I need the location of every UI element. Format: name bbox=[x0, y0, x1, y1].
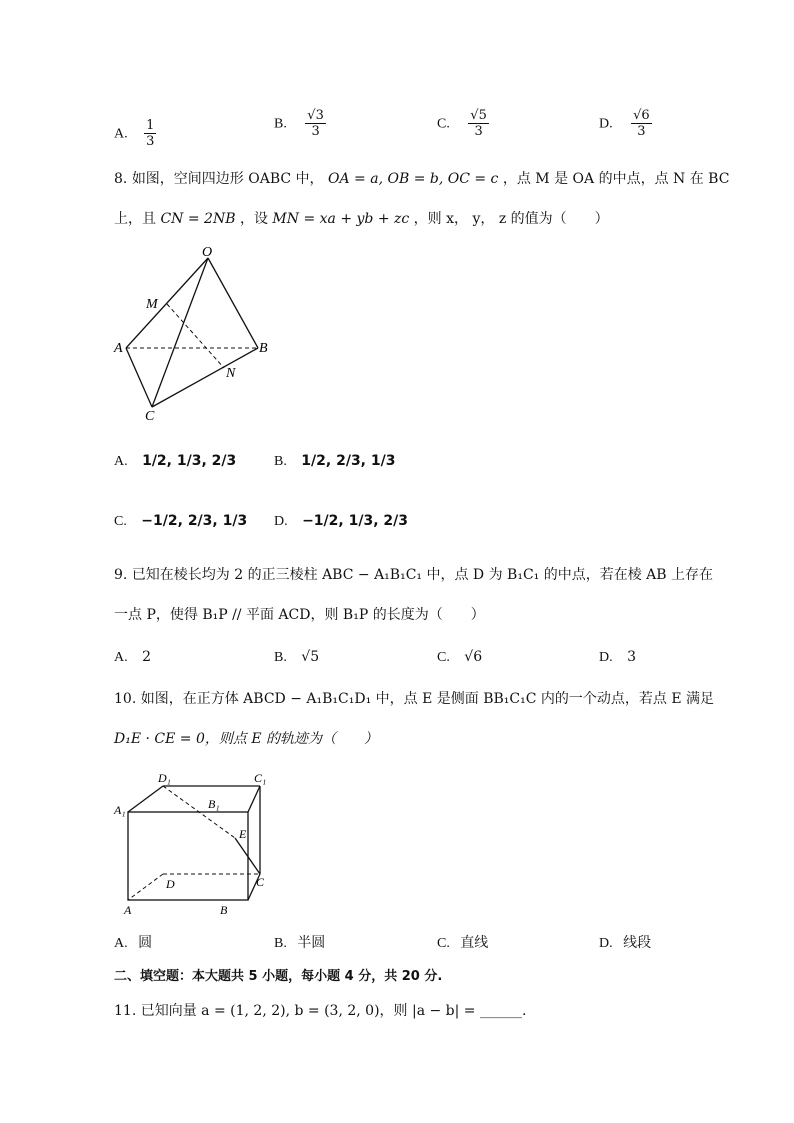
option-value: −1/2, 2/3, 1/3 bbox=[141, 513, 248, 529]
label-o: O bbox=[202, 245, 213, 260]
q11-line bbox=[114, 1002, 526, 1020]
q9-option-d bbox=[599, 648, 636, 667]
option-label: C. bbox=[437, 116, 450, 132]
edge-ad-hidden bbox=[128, 874, 163, 900]
q7-option-a bbox=[114, 118, 156, 149]
fraction bbox=[144, 118, 156, 149]
q9-option-c bbox=[437, 648, 482, 667]
numerator: √6 bbox=[633, 108, 650, 123]
option-label: C. bbox=[114, 514, 127, 529]
denominator: 3 bbox=[637, 124, 646, 139]
option-label: A. bbox=[114, 126, 128, 142]
option-label: B. bbox=[274, 650, 287, 665]
option-value: 1/2, 1/3, 2/3 bbox=[142, 453, 237, 469]
option-value: 3 bbox=[627, 649, 636, 665]
option-value: 圆 bbox=[138, 935, 153, 951]
q10-text: D₁E · CE = 0，则点 E 的轨迹为（ ） bbox=[114, 731, 378, 747]
question-number: 9. bbox=[114, 567, 128, 583]
label-b: B bbox=[259, 341, 268, 356]
question-number: 11. bbox=[114, 1003, 137, 1019]
label-m: M bbox=[146, 297, 158, 312]
fraction bbox=[631, 108, 652, 139]
option-label: A. bbox=[114, 936, 128, 951]
q8-option-a bbox=[114, 452, 236, 471]
fraction bbox=[305, 108, 326, 139]
option-value: 半圆 bbox=[297, 935, 326, 951]
question-number: 8. bbox=[114, 171, 128, 187]
option-label: C. bbox=[437, 936, 450, 951]
denominator: 3 bbox=[311, 124, 320, 139]
denominator: 3 bbox=[474, 124, 483, 139]
vector-expression: OA = a, OB = b, OC = c bbox=[328, 171, 499, 187]
option-label: A. bbox=[114, 454, 128, 469]
q7-option-c bbox=[437, 108, 489, 139]
segment-mn bbox=[167, 304, 224, 368]
option-value: 2 bbox=[142, 649, 151, 665]
label-c: C bbox=[145, 409, 155, 424]
edge-oa bbox=[126, 258, 208, 348]
label-n: N bbox=[226, 366, 236, 381]
label-c1: C₁ bbox=[254, 771, 267, 785]
q8-line2 bbox=[114, 210, 609, 228]
option-label: B. bbox=[274, 936, 287, 951]
q7-option-d bbox=[599, 108, 652, 139]
numerator: √5 bbox=[470, 108, 487, 123]
q8-option-d bbox=[274, 512, 408, 531]
option-value: 直线 bbox=[460, 935, 489, 951]
edge-a1d1 bbox=[128, 786, 163, 812]
q11-text: 已知向量 a = (1, 2, 2), b = (3, 2, 0)，则 |a − b| = ______. bbox=[140, 1003, 527, 1019]
q8-line1 bbox=[114, 170, 729, 188]
q8-option-c bbox=[114, 512, 247, 531]
option-value: −1/2, 1/3, 2/3 bbox=[302, 513, 408, 529]
edge-b1c1 bbox=[248, 786, 260, 812]
denominator: 3 bbox=[146, 134, 155, 149]
label-b1: B₁ bbox=[208, 797, 220, 811]
label-a: A bbox=[114, 341, 123, 356]
option-label: D. bbox=[599, 116, 613, 132]
q8-text: ，设 bbox=[239, 211, 268, 227]
label-a1: A₁ bbox=[114, 803, 126, 817]
q9-text: 已知在棱长均为 2 的正三棱柱 ABC − A₁B₁C₁ 中，点 D 为 B₁C₁ 的中点，若在棱 AB 上存在 bbox=[131, 567, 714, 583]
tetrahedron-figure bbox=[108, 244, 278, 424]
label-e: E bbox=[239, 827, 247, 841]
q8-text: 上，且 bbox=[114, 211, 156, 227]
numerator: 1 bbox=[146, 118, 155, 133]
q9-option-b bbox=[274, 648, 319, 667]
cube-figure bbox=[108, 770, 278, 920]
option-value: √5 bbox=[301, 649, 320, 665]
edge-oc bbox=[152, 258, 208, 407]
option-value: 线段 bbox=[623, 935, 652, 951]
q8-text: ，则 x， y， z 的值为（ ） bbox=[413, 211, 609, 227]
fraction bbox=[468, 108, 489, 139]
option-label: D. bbox=[274, 514, 288, 529]
option-value: 1/2, 2/3, 1/3 bbox=[301, 453, 396, 469]
option-label: B. bbox=[274, 454, 287, 469]
q10-option-d bbox=[599, 934, 651, 953]
section-heading: 二、填空题：本大题共 5 小题，每小题 4 分，共 20 分. bbox=[114, 969, 443, 984]
option-value: √6 bbox=[464, 649, 483, 665]
option-label: B. bbox=[274, 116, 287, 132]
q10-option-a bbox=[114, 934, 152, 953]
option-label: D. bbox=[599, 650, 613, 665]
q7-option-b bbox=[274, 108, 326, 139]
q10-line2 bbox=[114, 730, 378, 748]
q10-text: 如图，在正方体 ABCD − A₁B₁C₁D₁ 中，点 E 是侧面 BB₁C₁C 内的一个动点，若点 E 满足 bbox=[140, 691, 714, 707]
label-d: D bbox=[166, 877, 175, 891]
vector-expression: MN = xa + yb + zc bbox=[272, 211, 410, 227]
q8-text: 如图，空间四边形 OABC 中， bbox=[131, 171, 324, 187]
numerator: √3 bbox=[307, 108, 324, 123]
vector-expression: CN = 2NB bbox=[160, 211, 236, 227]
q9-line2 bbox=[114, 606, 485, 624]
question-number: 10. bbox=[114, 691, 137, 707]
label-a: A bbox=[124, 903, 132, 917]
q10-line1 bbox=[114, 690, 714, 708]
q10-option-b bbox=[274, 934, 325, 953]
q9-option-a bbox=[114, 648, 151, 667]
q9-line1 bbox=[114, 566, 713, 584]
q8-text: ，点 M 是 OA 的中点，点 N 在 BC bbox=[502, 171, 730, 187]
option-label: C. bbox=[437, 650, 450, 665]
label-c: C bbox=[256, 875, 265, 889]
q9-text: 一点 P，使得 B₁P // 平面 ACD，则 B₁P 的长度为（ ） bbox=[114, 607, 485, 623]
label-b: B bbox=[220, 903, 228, 917]
edge-ac bbox=[126, 348, 152, 407]
edge-ob bbox=[208, 258, 258, 348]
q8-option-b bbox=[274, 452, 395, 471]
q10-option-c bbox=[437, 934, 488, 953]
option-label: A. bbox=[114, 650, 128, 665]
edge-cb bbox=[152, 348, 258, 407]
label-d1: D₁ bbox=[158, 771, 171, 785]
option-label: D. bbox=[599, 936, 613, 951]
